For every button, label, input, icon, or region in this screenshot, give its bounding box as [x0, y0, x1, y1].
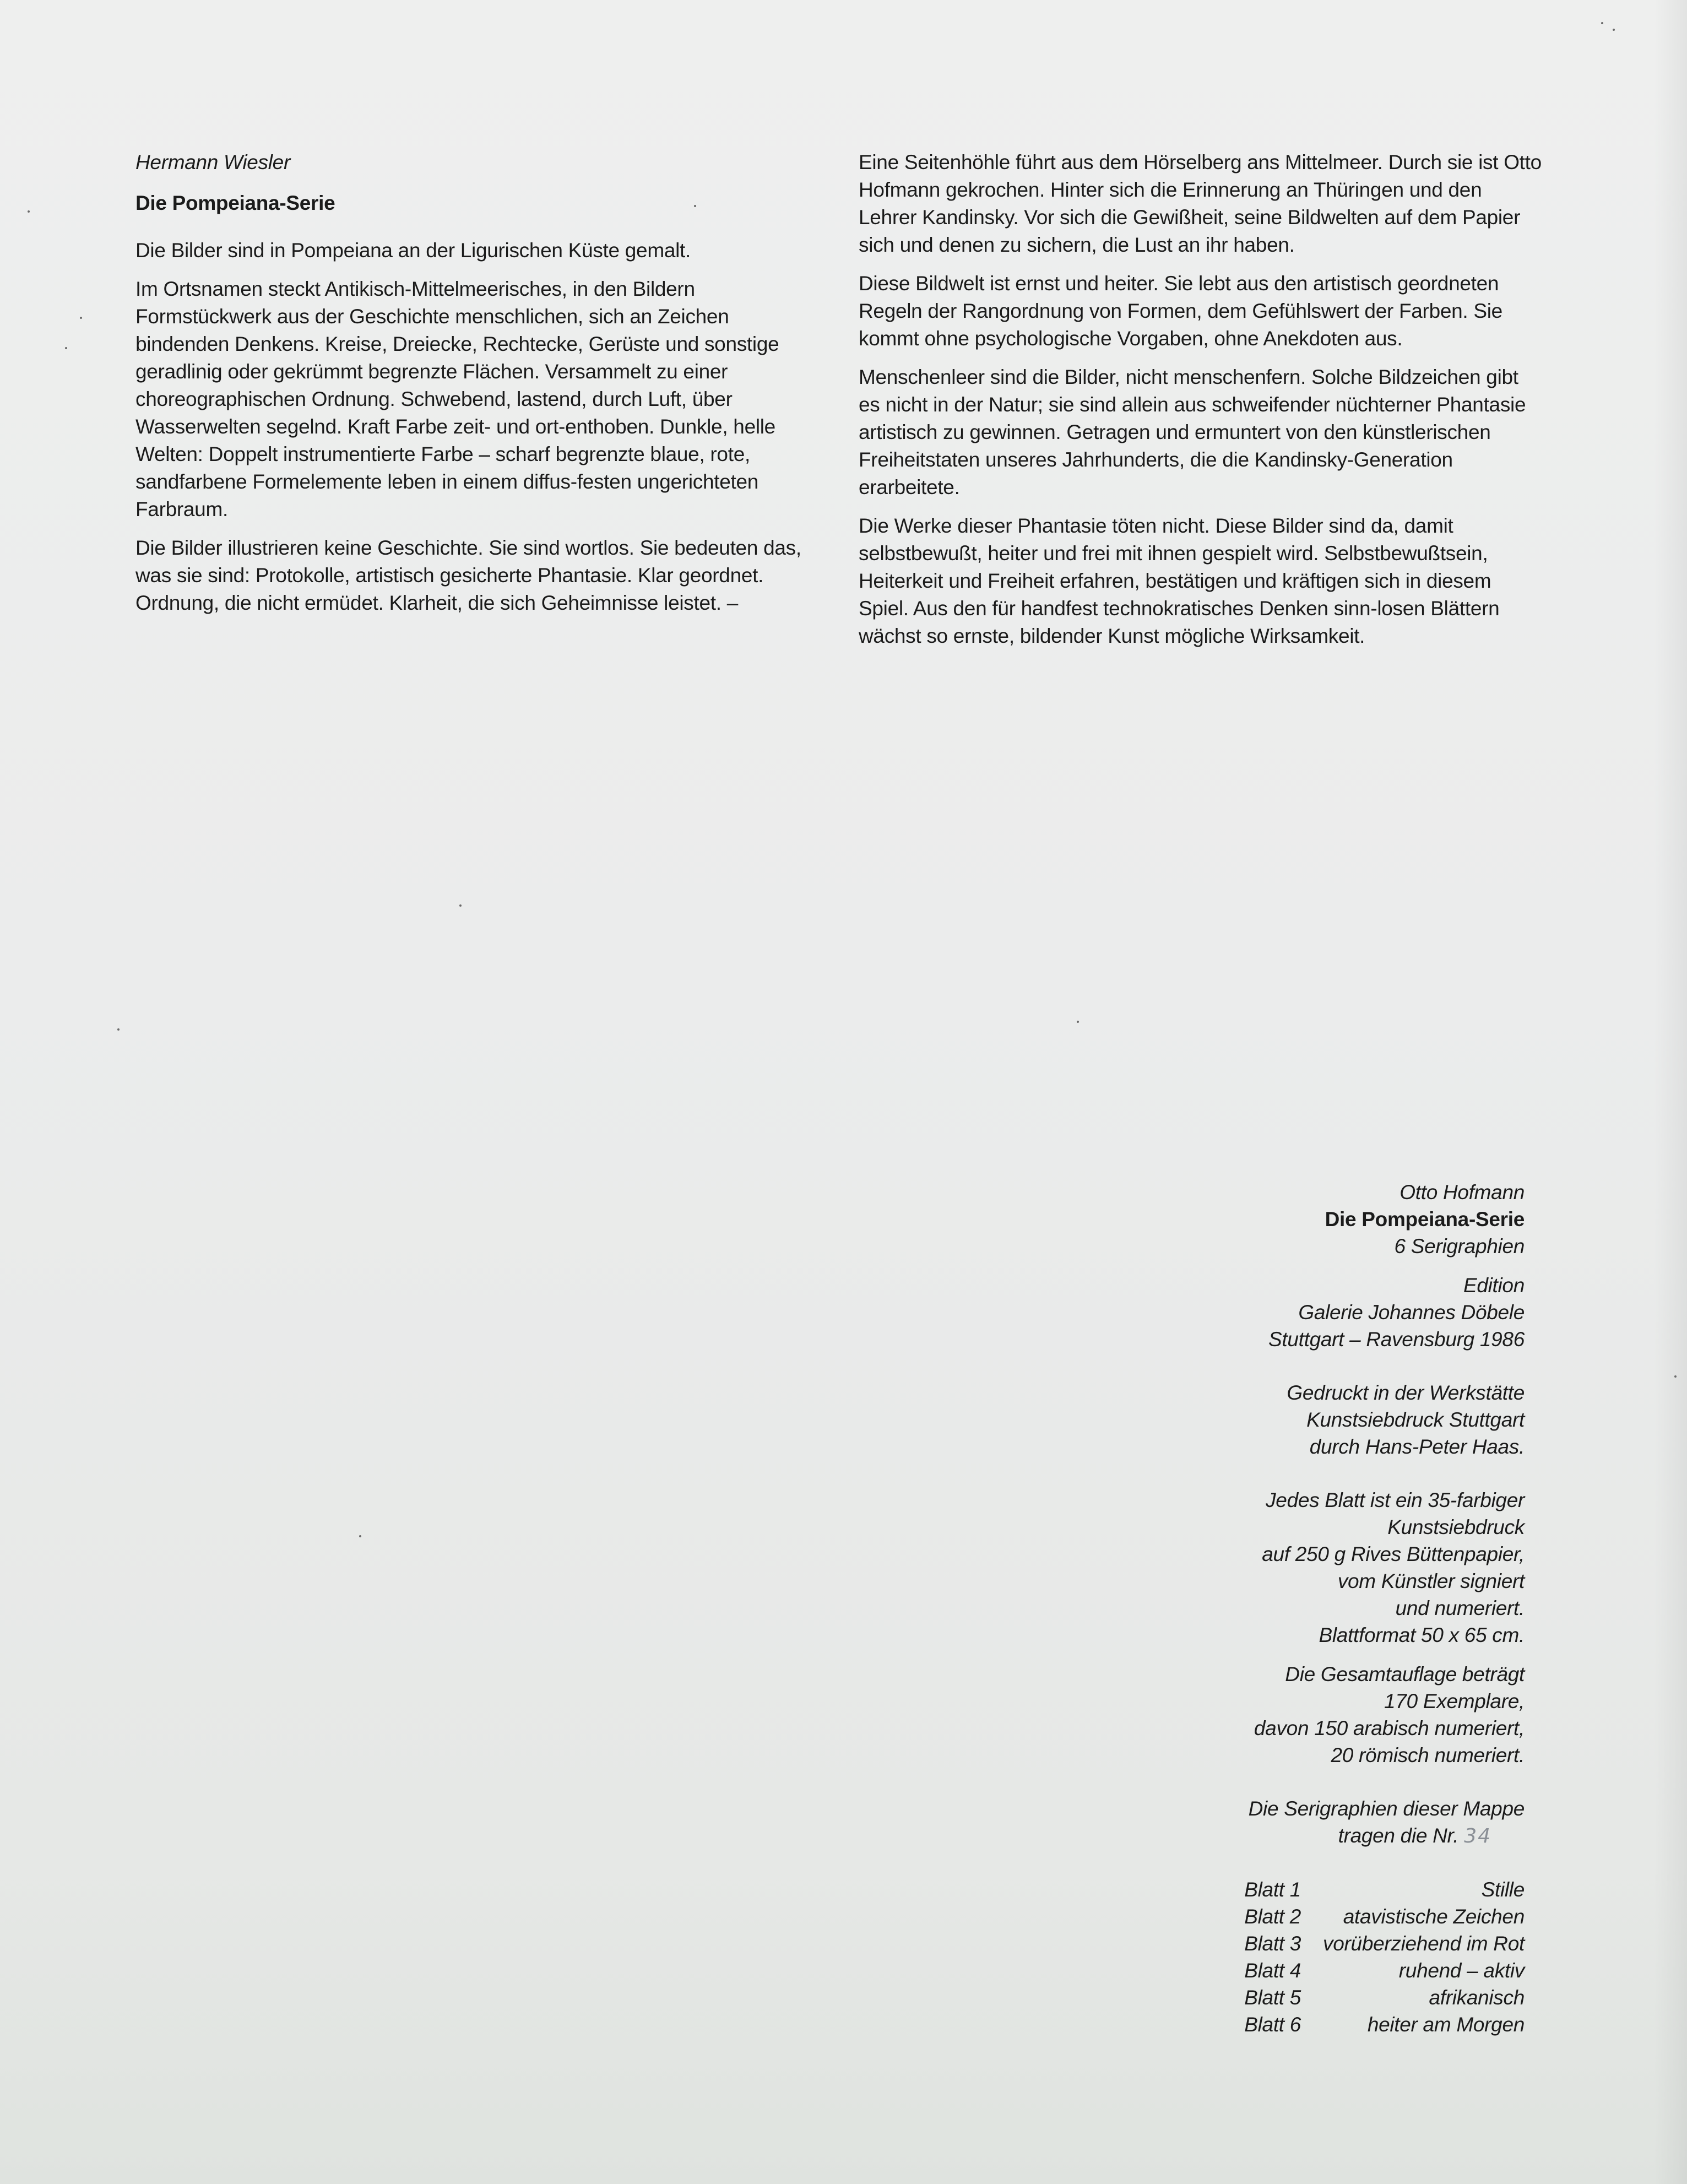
essay-title: Die Pompeiana-Serie — [135, 192, 335, 214]
sheet-label: Blatt 4 — [1244, 1959, 1301, 1982]
dust-speck — [117, 1028, 120, 1031]
colophon-subtitle: 6 Serigraphien — [1394, 1235, 1525, 1258]
colophon-line: Kunstsiebdruck — [1387, 1516, 1525, 1538]
colophon-line: durch Hans-Peter Haas. — [1309, 1435, 1525, 1458]
handwritten-number: 34 — [1464, 1825, 1491, 1847]
dust-speck — [80, 317, 82, 319]
colophon-line: davon 150 arabisch numeriert, — [1254, 1717, 1525, 1739]
sheet-label: Blatt 2 — [1244, 1905, 1301, 1928]
sheet-label: Blatt 6 — [1244, 2013, 1301, 2036]
essay-paragraph: Die Bilder illustrieren keine Geschichte. Sie sind wortlos. Sie bedeuten das, was sie sind: Protokolle, artistisch gesicherte Phantasie. Klar geordnet. Ordnung, die nicht ermüdet. Klarheit, die sich Geheimnisse leistet. – — [135, 536, 801, 614]
colophon-line: Die Gesamtauflage beträgt — [1285, 1663, 1525, 1686]
sheet-label: Blatt 5 — [1244, 1986, 1301, 2009]
colophon-line: Stuttgart – Ravensburg 1986 — [1268, 1328, 1525, 1351]
colophon-printing — [1139, 1379, 1525, 1460]
sheet-title: atavistische Zeichen — [1343, 1905, 1525, 1928]
colophon-line: Jedes Blatt ist ein 35-farbiger — [1266, 1489, 1525, 1511]
colophon-header — [1139, 1179, 1525, 1260]
essay-paragraph: Diese Bildwelt ist ernst und heiter. Sie lebt aus den artistisch geordneten Regeln der Rangordnung von Formen, dem Gefühlswert der Farben. Sie kommt ohne psychologische Vorgaben, ohne Anekdoten aus. — [859, 272, 1502, 350]
essay-right-column — [859, 149, 1544, 661]
colophon-line: Kunstsiebdruck Stuttgart — [1306, 1408, 1525, 1431]
essay-paragraph: Die Bilder sind in Pompeiana an der Ligurischen Küste gemalt. — [135, 239, 691, 262]
essay-author: Hermann Wiesler — [135, 151, 290, 174]
sheet-label: Blatt 1 — [1244, 1878, 1301, 1901]
colophon-line: Die Serigraphien dieser Mappe — [1248, 1797, 1525, 1820]
essay-paragraph: Eine Seitenhöhle führt aus dem Hörselberg ans Mittelmeer. Durch sie ist Otto Hofmann gekrochen. Hinter sich die Erinnerung an Thüringen und den Lehrer Kandinsky. Vor sich die Gewißheit, seine Bildwelten auf dem Papier sich und denen zu sichern, die Lust an ihr haben. — [859, 151, 1542, 256]
colophon-line: Galerie Johannes Döbele — [1298, 1301, 1525, 1324]
sheet-title: heiter am Morgen — [1367, 2013, 1525, 2036]
colophon-line: 20 römisch numeriert. — [1331, 1744, 1525, 1766]
colophon-line: tragen die Nr. — [1338, 1824, 1459, 1847]
sheet-title: ruhend – aktiv — [1398, 1959, 1525, 1982]
colophon-line: Blattformat 50 x 65 cm. — [1319, 1624, 1525, 1646]
colophon-edition — [1139, 1272, 1525, 1353]
colophon-line: 170 Exemplare, — [1384, 1690, 1525, 1712]
sheet-title: vorüberziehend im Rot — [1323, 1932, 1525, 1955]
colophon-line: vom Künstler signiert — [1337, 1570, 1525, 1592]
sheet-list — [1139, 1876, 1525, 2038]
dust-speck — [1674, 1375, 1677, 1378]
essay-paragraph: Die Werke dieser Phantasie töten nicht. Diese Bilder sind da, damit selbstbewußt, heiter und frei mit ihnen gespielt wird. Selbstbewußtsein, Heiterkeit und Freiheit erfahren, bestätigen und kräftigen sich in diesem Spiel. Aus den für handfest technokratisches Denken sinn-losen Blättern wächst so ernste, bildender Kunst mögliche Wirksamkeit. — [859, 514, 1500, 647]
colophon-line: Edition — [1463, 1274, 1525, 1297]
colophon-numbering — [1139, 1795, 1525, 1850]
dust-speck — [1601, 22, 1603, 24]
sheet-title: Stille — [1481, 1878, 1525, 1901]
dust-speck — [359, 1535, 361, 1537]
dust-speck — [1613, 29, 1615, 31]
colophon-title: Die Pompeiana-Serie — [1325, 1208, 1525, 1231]
sheet-label: Blatt 3 — [1244, 1932, 1301, 1955]
sheet-edge-shadow — [1654, 0, 1687, 2184]
dust-speck — [459, 904, 462, 907]
essay-paragraph: Im Ortsnamen steckt Antikisch-Mittelmeerisches, in den Bildern Formstückwerk aus der Geschichte menschlichen, sich an Zeichen bindenden Denkens. Kreise, Dreiecke, Rechtecke, Gerüste und sonstige geradlinig oder gekrümmt begrenzte Flächen. Versammelt zu einer choreographischen Ordnung. Schwebend, lastend, durch Luft, über Wasserwelten segelnd. Kraft Farbe zeit- und ort-enthoben. Dunkle, helle Welten: Doppelt instrumentierte Farbe – scharf begrenzte blaue, rote, sandfarbene Formelemente leben in einem diffus-festen ungerichteten Farbraum. — [135, 278, 779, 521]
colophon-artist: Otto Hofmann — [1399, 1181, 1525, 1204]
colophon-numbering-line — [1139, 1822, 1525, 1850]
colophon-technique — [1139, 1487, 1525, 1649]
colophon-line: Gedruckt in der Werkstätte — [1287, 1381, 1525, 1404]
colophon-run — [1139, 1661, 1525, 1769]
dust-speck — [1077, 1021, 1079, 1023]
colophon-line: auf 250 g Rives Büttenpapier, — [1262, 1543, 1525, 1565]
essay-left-column — [135, 149, 821, 628]
dust-speck — [65, 347, 67, 349]
colophon-line: und numeriert. — [1395, 1597, 1525, 1619]
essay-paragraph: Menschenleer sind die Bilder, nicht menschenfern. Solche Bildzeichen gibt es nicht in der Natur; sie sind allein aus schweifender nüchterner Phantasie artistisch zu gewinnen. Getragen und ermuntert von den künstlerischen Freiheitstaten unseres Jahrhunderts, die die Kandinsky-Generation erarbeitete. — [859, 366, 1526, 498]
dust-speck — [28, 210, 30, 213]
sheet-title: afrikanisch — [1429, 1986, 1525, 2009]
colophon — [1139, 1179, 1525, 2038]
